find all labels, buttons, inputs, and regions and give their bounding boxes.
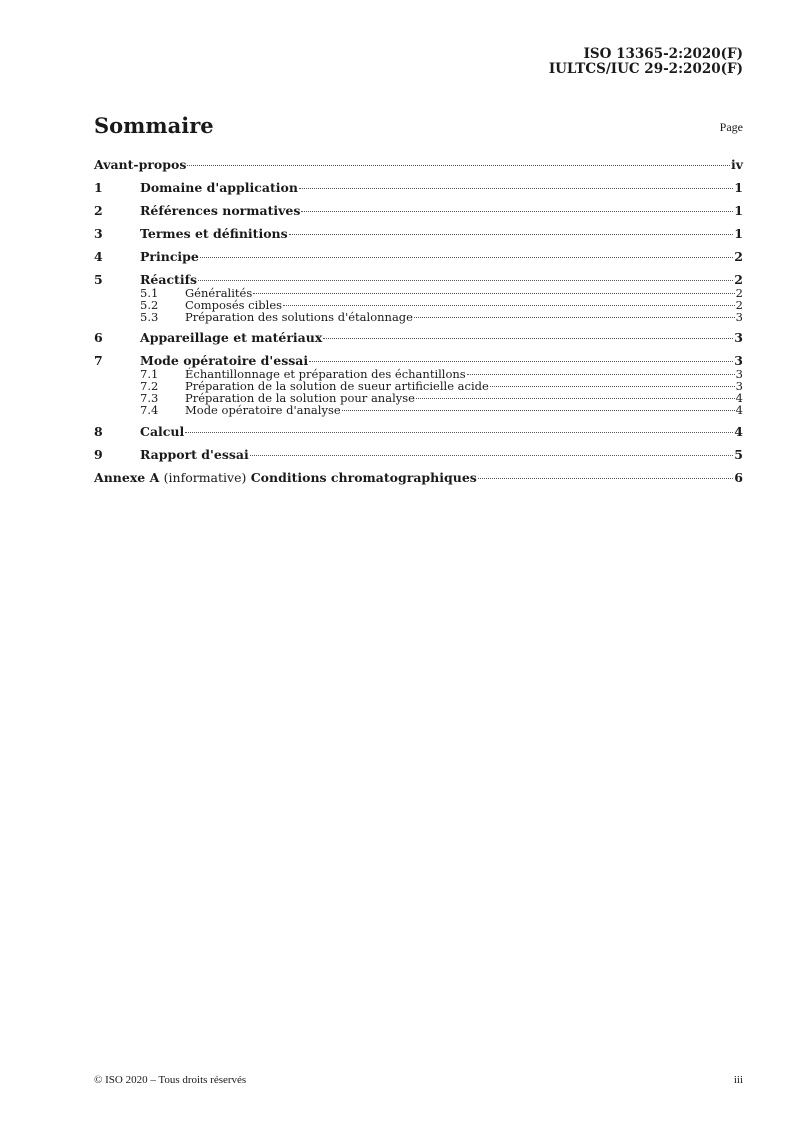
dot-leader — [309, 361, 733, 362]
dot-leader — [342, 410, 735, 411]
toc-entry-page: iv — [730, 157, 743, 172]
toc-entry-page: 1 — [734, 226, 743, 241]
document-header — [549, 47, 743, 77]
page-footer — [94, 1074, 743, 1088]
toc-entry-section-2[interactable] — [94, 202, 743, 219]
page-column-label: Page — [719, 120, 743, 134]
toc-entry-number: 7.4 — [140, 402, 159, 417]
toc-entry-number: 9 — [94, 446, 103, 462]
toc-entry-page: 4 — [734, 423, 743, 439]
toc-entry-section-1[interactable] — [94, 179, 743, 196]
toc-entry-title: Domaine d'application — [140, 180, 298, 195]
toc-entry-number: 7.3 — [140, 390, 159, 405]
annex-type: (informative) — [163, 469, 247, 485]
toc-entry-page: 2 — [735, 286, 743, 300]
dot-leader — [467, 374, 735, 375]
toc-entry-title: Échantillonnage et préparation des échantillons — [185, 367, 466, 382]
dot-leader — [490, 386, 735, 387]
toc-entry-number: 7.2 — [140, 379, 159, 394]
toc-entry-page: 1 — [734, 203, 743, 218]
toc-entry-title: Avant-propos — [94, 157, 187, 172]
toc-entry-number: 4 — [94, 249, 103, 264]
dot-leader — [283, 305, 735, 306]
toc-entry-page: 2 — [734, 272, 743, 287]
toc-entry-number: 8 — [94, 423, 103, 439]
toc-entry-title: Mode opératoire d'essai — [140, 353, 309, 369]
toc-entry-number: 7.1 — [140, 367, 159, 382]
toc-entry-title: Préparation de la solution pour analyse — [185, 390, 415, 405]
toc-title-row — [94, 113, 743, 139]
dot-leader — [250, 455, 734, 456]
toc-entry-page: 4 — [735, 402, 743, 417]
page-title: Sommaire — [94, 113, 214, 138]
toc-entry-page: 5 — [734, 446, 743, 462]
toc-entry-page: 4 — [735, 390, 743, 405]
dot-leader — [187, 165, 730, 166]
toc-entry-annex-a[interactable] — [94, 469, 743, 486]
toc-entry-number: 1 — [94, 180, 103, 195]
toc-entry-number: 5.3 — [140, 309, 159, 324]
toc-entry-number: 2 — [94, 203, 103, 218]
toc-entry-section-9[interactable] — [94, 446, 743, 463]
toc-entry-page: 3 — [735, 309, 743, 324]
annex-title: Conditions chromatographiques — [250, 469, 477, 485]
toc-entry-foreword[interactable] — [94, 156, 743, 173]
toc-entry-title: Préparation de la solution de sueur artificielle acide — [185, 379, 489, 394]
copyright-notice: © ISO 2020 – Tous droits réservés — [94, 1074, 247, 1086]
toc-entry-title: Préparation des solutions d'étalonnage — [185, 309, 413, 324]
toc-entry-number: 6 — [94, 330, 103, 346]
standard-number-iso: ISO 13365-2:2020(F) — [583, 46, 743, 62]
dot-leader — [301, 211, 733, 212]
page-number: iii — [733, 1074, 743, 1086]
toc-entry-title: Rapport d'essai — [140, 446, 249, 462]
toc-entry-page: 3 — [735, 379, 743, 394]
toc-entry-page: 3 — [734, 330, 743, 346]
toc-entry-section-5-3[interactable] — [94, 309, 743, 324]
toc-entry-page: 1 — [734, 180, 743, 195]
toc-entry-number: 5.1 — [140, 286, 159, 300]
toc-entry-number: 3 — [94, 226, 103, 241]
toc-entry-section-4[interactable] — [94, 248, 743, 265]
dot-leader — [478, 478, 733, 479]
toc-entry-title: Calcul — [140, 423, 185, 439]
toc-entry-section-8[interactable] — [94, 423, 743, 440]
table-of-contents — [94, 156, 743, 486]
toc-entry-page: 3 — [735, 367, 743, 382]
standard-number-iultcs: IULTCS/IUC 29-2:2020(F) — [548, 61, 743, 77]
dot-leader — [253, 293, 734, 294]
dot-leader — [414, 317, 735, 318]
toc-entry-title: Mode opératoire d'analyse — [185, 402, 341, 417]
toc-entry-title: Appareillage et matériaux — [140, 330, 323, 346]
toc-entry-page: 6 — [734, 469, 743, 485]
dot-leader — [416, 398, 735, 399]
dot-leader — [185, 432, 733, 433]
toc-entry-section-7-4[interactable] — [94, 402, 743, 417]
toc-entry-title: Composés cibles — [185, 297, 283, 312]
toc-entry-title: Principe — [140, 249, 199, 264]
dot-leader — [289, 234, 734, 235]
toc-entry-page: 3 — [734, 353, 743, 369]
toc-entry-number: 5.2 — [140, 297, 159, 312]
toc-entry-page: 2 — [734, 249, 743, 264]
toc-entry-title: Généralités — [185, 286, 253, 300]
toc-entry-title: Termes et définitions — [140, 226, 288, 241]
toc-entry-number: 7 — [94, 353, 103, 369]
toc-entry-title — [94, 469, 477, 486]
toc-entry-section-3[interactable] — [94, 225, 743, 242]
dot-leader — [200, 257, 733, 258]
toc-entry-page: 2 — [735, 297, 743, 312]
annex-label: Annexe A — [94, 469, 160, 485]
dot-leader — [198, 280, 733, 281]
dot-leader — [323, 338, 733, 339]
toc-entry-section-6[interactable] — [94, 329, 743, 346]
toc-entry-title: Réactifs — [140, 272, 197, 287]
toc-entry-number: 5 — [94, 272, 103, 287]
dot-leader — [299, 188, 733, 189]
toc-entry-title: Références normatives — [140, 203, 301, 218]
